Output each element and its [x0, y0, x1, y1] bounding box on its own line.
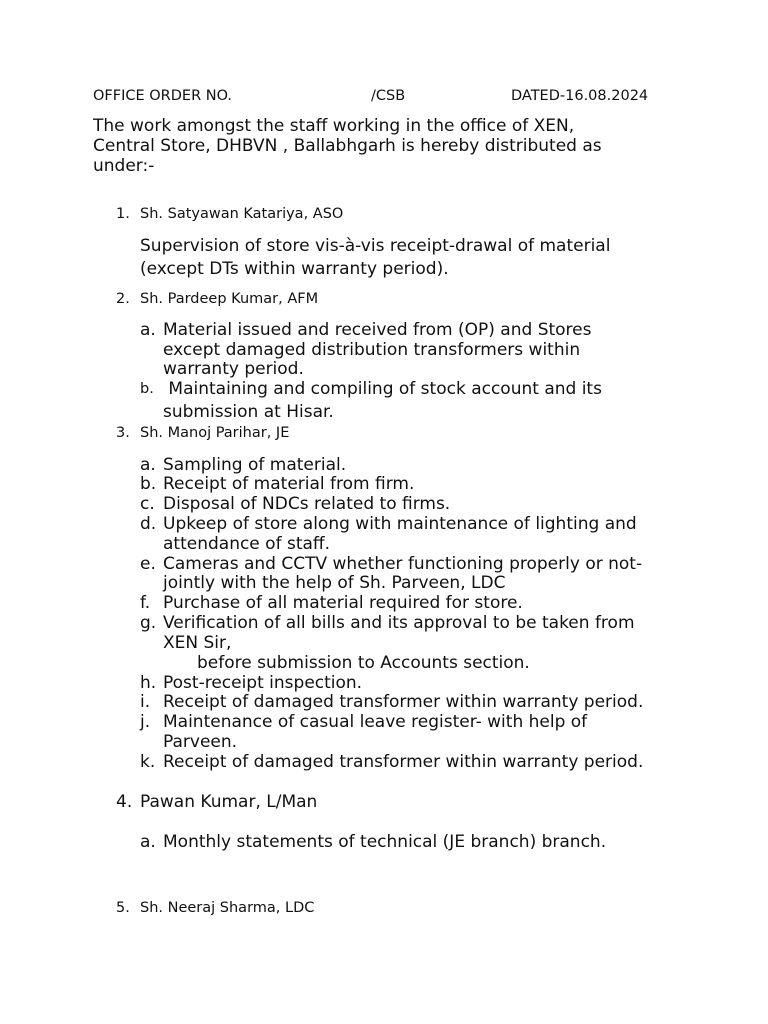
duty-text: Verification of all bills and its approval to be taken from	[163, 613, 635, 633]
duty-text: submission at Hisar.	[163, 402, 334, 422]
staff-number: 5.	[116, 900, 130, 916]
duty-text: Receipt of material from firm.	[163, 474, 415, 494]
staff-number: 2.	[116, 291, 130, 307]
staff-name: Sh. Manoj Parihar, JE	[140, 425, 290, 441]
staff-name: Pawan Kumar, L/Man	[140, 792, 318, 812]
order-reference: /CSB	[371, 88, 406, 104]
duty-label: a.	[140, 455, 156, 475]
staff-number: 3.	[116, 425, 130, 441]
staff-number: 1.	[116, 206, 130, 222]
duty-text: Receipt of damaged transformer within warranty period.	[163, 692, 644, 712]
intro-paragraph	[93, 116, 673, 176]
duty-label: f.	[140, 593, 151, 613]
duty-label: a.	[140, 320, 156, 340]
staff-name: Sh. Pardeep Kumar, AFM	[140, 291, 319, 307]
staff-name: Sh. Satyawan Katariya, ASO	[140, 206, 344, 222]
duty-text: attendance of staff.	[163, 534, 331, 554]
duty-label: k.	[140, 752, 156, 772]
duty-text: Cameras and CCTV whether functioning properly or not-	[163, 554, 643, 574]
order-date: DATED-16.08.2024	[511, 88, 649, 104]
duty-text: Material issued and received from (OP) and Stores	[163, 320, 592, 340]
duty-text: except damaged distribution transformers within	[163, 340, 581, 360]
duty-text: XEN Sir,	[163, 633, 232, 653]
duty-label: g.	[140, 613, 157, 633]
duty-text: warranty period.	[163, 359, 304, 379]
duty-text: (except DTs within warranty period).	[140, 259, 449, 279]
duty-label: j.	[140, 712, 151, 732]
intro-line: Central Store, DHBVN , Ballabhgarh is hereby distributed as	[93, 136, 602, 156]
duty-text: Upkeep of store along with maintenance of lighting and	[163, 514, 637, 534]
duty-text: before submission to Accounts section.	[197, 653, 530, 673]
duty-text: Disposal of NDCs related to firms.	[163, 494, 451, 514]
staff-number: 4.	[116, 792, 133, 812]
duty-text: Receipt of damaged transformer within warranty period.	[163, 752, 644, 772]
duty-text: Monthly statements of technical (JE branch) branch.	[163, 832, 607, 852]
order-number-label: OFFICE ORDER NO.	[93, 88, 233, 104]
intro-line: under:-	[93, 156, 155, 176]
duty-label: e.	[140, 554, 156, 574]
duty-label: h.	[140, 673, 157, 693]
duty-text: Purchase of all material required for store.	[163, 593, 523, 613]
duty-label: i.	[140, 692, 151, 712]
duty-text: Parveen.	[163, 732, 238, 752]
duty-label: b.	[140, 474, 157, 494]
duty-text: Supervision of store vis-à-vis receipt-drawal of material	[140, 236, 611, 256]
duty-label: b.	[140, 381, 154, 397]
duty-label: d.	[140, 514, 157, 534]
duty-text: jointly with the help of Sh. Parveen, LDC	[163, 573, 506, 593]
staff-name: Sh. Neeraj Sharma, LDC	[140, 900, 315, 916]
duty-text: Sampling of material.	[163, 455, 347, 475]
duty-text: Maintaining and compiling of stock account and its	[163, 379, 602, 399]
duty-text: Post-receipt inspection.	[163, 673, 363, 693]
duty-label: a.	[140, 832, 156, 852]
duty-text: Maintenance of casual leave register- with help of	[163, 712, 588, 732]
intro-line: The work amongst the staff working in the office of XEN,	[93, 116, 575, 136]
duty-label: c.	[140, 494, 155, 514]
